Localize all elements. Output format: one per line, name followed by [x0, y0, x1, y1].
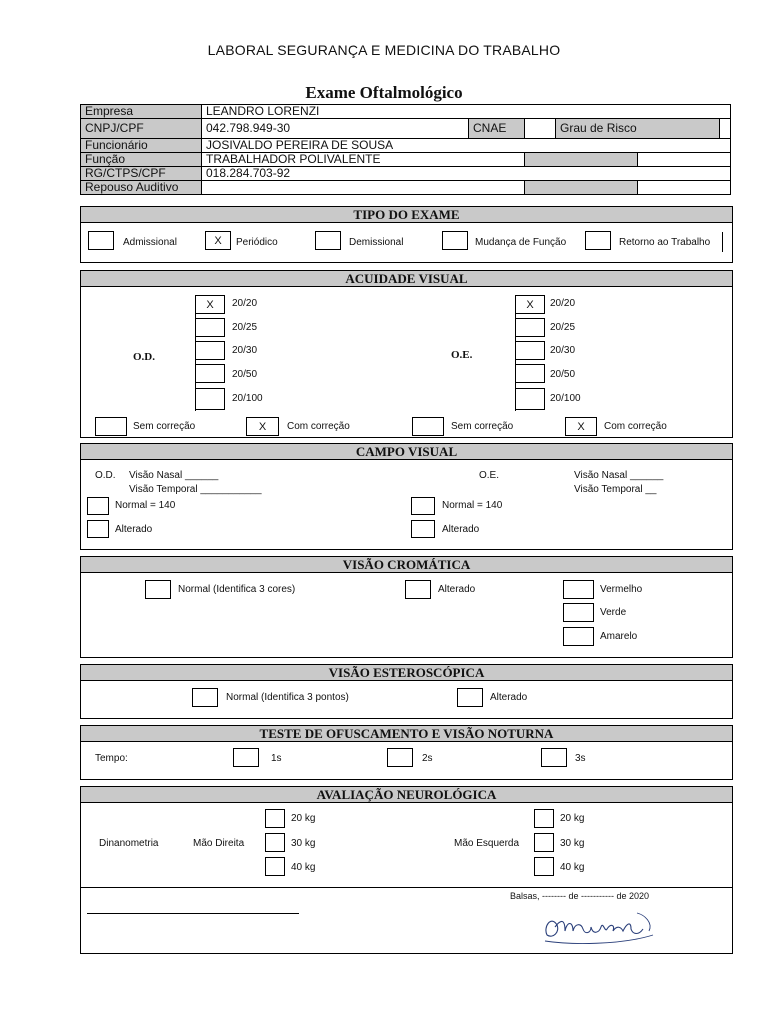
cromatica-normal-checkbox[interactable] [145, 580, 171, 599]
od-temporal-label: Visão Temporal ___________ [129, 484, 262, 495]
ofuscamento-title: TESTE DE OFUSCAMENTO E VISÃO NOTURNA [81, 726, 732, 742]
cnpj-label: CNPJ/CPF [81, 119, 202, 139]
estereo-alterado-checkbox[interactable] [457, 688, 483, 707]
mudanca-checkbox[interactable] [442, 231, 468, 250]
tempo-3s-checkbox[interactable] [541, 748, 567, 767]
tempo-2s-checkbox[interactable] [387, 748, 413, 767]
oe-nasal-label: Visão Nasal ______ [574, 470, 664, 481]
esquerda-40kg-checkbox[interactable] [534, 857, 554, 876]
od-2030-label: 20/30 [232, 345, 258, 356]
direita-30kg-checkbox[interactable] [265, 833, 285, 852]
repouso-value [202, 181, 525, 195]
campo-title: CAMPO VISUAL [81, 444, 732, 460]
company-header: LABORAL SEGURANÇA E MEDICINA DO TRABALHO [207, 42, 561, 58]
page-title: Exame Oftalmológico [305, 83, 463, 102]
oe-2050-label: 20/50 [550, 369, 576, 380]
dinamometria-label: Dinanometria [99, 838, 159, 849]
vermelho-checkbox[interactable] [563, 580, 594, 599]
amarelo-checkbox[interactable] [563, 627, 594, 646]
neuro-title: AVALIAÇÃO NEUROLÓGICA [81, 787, 732, 803]
signature-image [541, 905, 661, 947]
od-2025-checkbox[interactable] [195, 318, 225, 337]
oe-com-correcao-checkbox[interactable]: X [565, 417, 597, 436]
od-normal-checkbox[interactable] [87, 497, 109, 515]
esquerda-30kg-checkbox[interactable] [534, 833, 554, 852]
admissional-label: Admissional [123, 237, 177, 248]
grau-value [719, 119, 730, 139]
tempo-label: Tempo: [95, 753, 128, 764]
mao-esquerda-label: Mão Esquerda [454, 838, 520, 849]
identification-table [80, 104, 731, 195]
oe-2030-label: 20/30 [550, 345, 576, 356]
estereo-alterado-label: Alterado [490, 692, 528, 703]
periodico-checkbox[interactable]: X [205, 231, 231, 250]
cromatica-section [80, 556, 733, 658]
od-nasal-label: Visão Nasal ______ [129, 470, 219, 481]
direita-40kg-label: 40 kg [291, 862, 316, 873]
oe-2020-label: 20/20 [550, 298, 576, 309]
oe-alterado-label: Alterado [442, 524, 480, 535]
esquerda-20kg-label: 20 kg [560, 813, 585, 824]
funcao-grey-cell [525, 153, 638, 167]
od-com-correcao-label: Com correção [287, 421, 350, 432]
tipo-exame-title: TIPO DO EXAME [81, 207, 732, 223]
oe-com-correcao-label: Com correção [604, 421, 667, 432]
cromatica-normal-label: Normal (Identifica 3 cores) [178, 584, 296, 595]
funcao-label: Função [81, 153, 202, 167]
demissional-label: Demissional [349, 237, 404, 248]
oe-normal-checkbox[interactable] [411, 497, 435, 515]
esquerda-20kg-checkbox[interactable] [534, 809, 554, 828]
od-label: O.D. [133, 351, 155, 363]
funcao-empty-cell [637, 153, 730, 167]
od-2050-label: 20/50 [232, 369, 258, 380]
signature-line [87, 913, 299, 914]
tempo-1s-checkbox[interactable] [233, 748, 259, 767]
tipo-exame-section [80, 206, 733, 263]
estereo-section [80, 664, 733, 719]
oe-temporal-label: Visão Temporal __ [574, 484, 657, 495]
oe-2050-checkbox[interactable] [515, 364, 545, 383]
retorno-label: Retorno ao Trabalho [619, 237, 711, 248]
oe-2030-checkbox[interactable] [515, 341, 545, 360]
od-2025-label: 20/25 [232, 322, 258, 333]
funcao-value: TRABALHADOR POLIVALENTE [202, 153, 525, 167]
od-com-correcao-checkbox[interactable]: X [246, 417, 279, 436]
campo-oe-label: O.E. [479, 470, 500, 481]
campo-od-label: O.D. [95, 470, 116, 481]
mao-direita-label: Mão Direita [193, 838, 245, 849]
demissional-checkbox[interactable] [315, 231, 341, 250]
od-alterado-label: Alterado [115, 524, 153, 535]
estereo-normal-label: Normal (Identifica 3 pontos) [226, 692, 349, 703]
empresa-value: LEANDRO LORENZI [202, 105, 731, 119]
od-2020-checkbox[interactable]: X [195, 295, 225, 314]
empresa-label: Empresa [81, 105, 202, 119]
neuro-section [80, 786, 733, 954]
oe-20100-checkbox[interactable] [515, 388, 545, 410]
funcionario-label: Funcionário [81, 139, 202, 153]
divider [722, 232, 723, 252]
esquerda-40kg-label: 40 kg [560, 862, 585, 873]
od-sem-correcao-checkbox[interactable] [95, 417, 127, 436]
direita-40kg-checkbox[interactable] [265, 857, 285, 876]
od-2020-label: 20/20 [232, 298, 258, 309]
esquerda-30kg-label: 30 kg [560, 838, 585, 849]
funcionario-value: JOSIVALDO PEREIRA DE SOUSA [202, 139, 731, 153]
cnae-label: CNAE [469, 119, 525, 139]
cromatica-title: VISÃO CROMÁTICA [81, 557, 732, 573]
retorno-checkbox[interactable] [585, 231, 611, 250]
oe-20100-label: 20/100 [550, 393, 581, 404]
oe-sem-correcao-label: Sem correção [451, 421, 514, 432]
repouso-grey-cell [525, 181, 638, 195]
campo-visual-section [80, 443, 733, 550]
od-2050-checkbox[interactable] [195, 364, 225, 383]
repouso-empty-cell [637, 181, 730, 195]
acuidade-title: ACUIDADE VISUAL [81, 271, 732, 287]
od-alterado-checkbox[interactable] [87, 520, 109, 538]
local-data-label: Balsas, -------- de ----------- de 2020 [510, 891, 650, 901]
oe-normal-label: Normal = 140 [442, 500, 503, 511]
repouso-label: Repouso Auditivo [81, 181, 202, 195]
od-2030-checkbox[interactable] [195, 341, 225, 360]
cromatica-alterado-checkbox[interactable] [405, 580, 431, 599]
od-20100-checkbox[interactable] [195, 388, 225, 410]
ofuscamento-section [80, 725, 733, 780]
vermelho-label: Vermelho [600, 584, 643, 595]
verde-checkbox[interactable] [563, 603, 594, 622]
verde-label: Verde [600, 607, 627, 618]
rg-label: RG/CTPS/CPF [81, 167, 202, 181]
estereo-title: VISÃO ESTEROSCÓPICA [81, 665, 732, 681]
mudanca-label: Mudança de Função [475, 237, 567, 248]
oe-2020-checkbox[interactable]: X [515, 295, 545, 314]
oe-sem-correcao-checkbox[interactable] [412, 417, 444, 436]
tempo-2s-label: 2s [422, 753, 433, 764]
cnpj-value: 042.798.949-30 [202, 119, 469, 139]
cnae-value [525, 119, 556, 139]
acuidade-section [80, 270, 733, 438]
tempo-1s-label: 1s [271, 753, 282, 764]
direita-20kg-checkbox[interactable] [265, 809, 285, 828]
rg-value: 018.284.703-92 [202, 167, 731, 181]
direita-20kg-label: 20 kg [291, 813, 316, 824]
cromatica-alterado-label: Alterado [438, 584, 476, 595]
amarelo-label: Amarelo [600, 631, 638, 642]
oe-alterado-checkbox[interactable] [411, 520, 435, 538]
oe-2025-label: 20/25 [550, 322, 576, 333]
oe-2025-checkbox[interactable] [515, 318, 545, 337]
od-20100-label: 20/100 [232, 393, 263, 404]
periodico-label: Periódico [236, 237, 278, 248]
grau-label: Grau de Risco [556, 119, 720, 139]
tempo-3s-label: 3s [575, 753, 586, 764]
admissional-checkbox[interactable] [88, 231, 114, 250]
od-sem-correcao-label: Sem correção [133, 421, 196, 432]
neuro-divider [81, 887, 732, 888]
od-normal-label: Normal = 140 [115, 500, 176, 511]
direita-30kg-label: 30 kg [291, 838, 316, 849]
oe-label: O.E. [451, 349, 473, 361]
estereo-normal-checkbox[interactable] [192, 688, 218, 707]
